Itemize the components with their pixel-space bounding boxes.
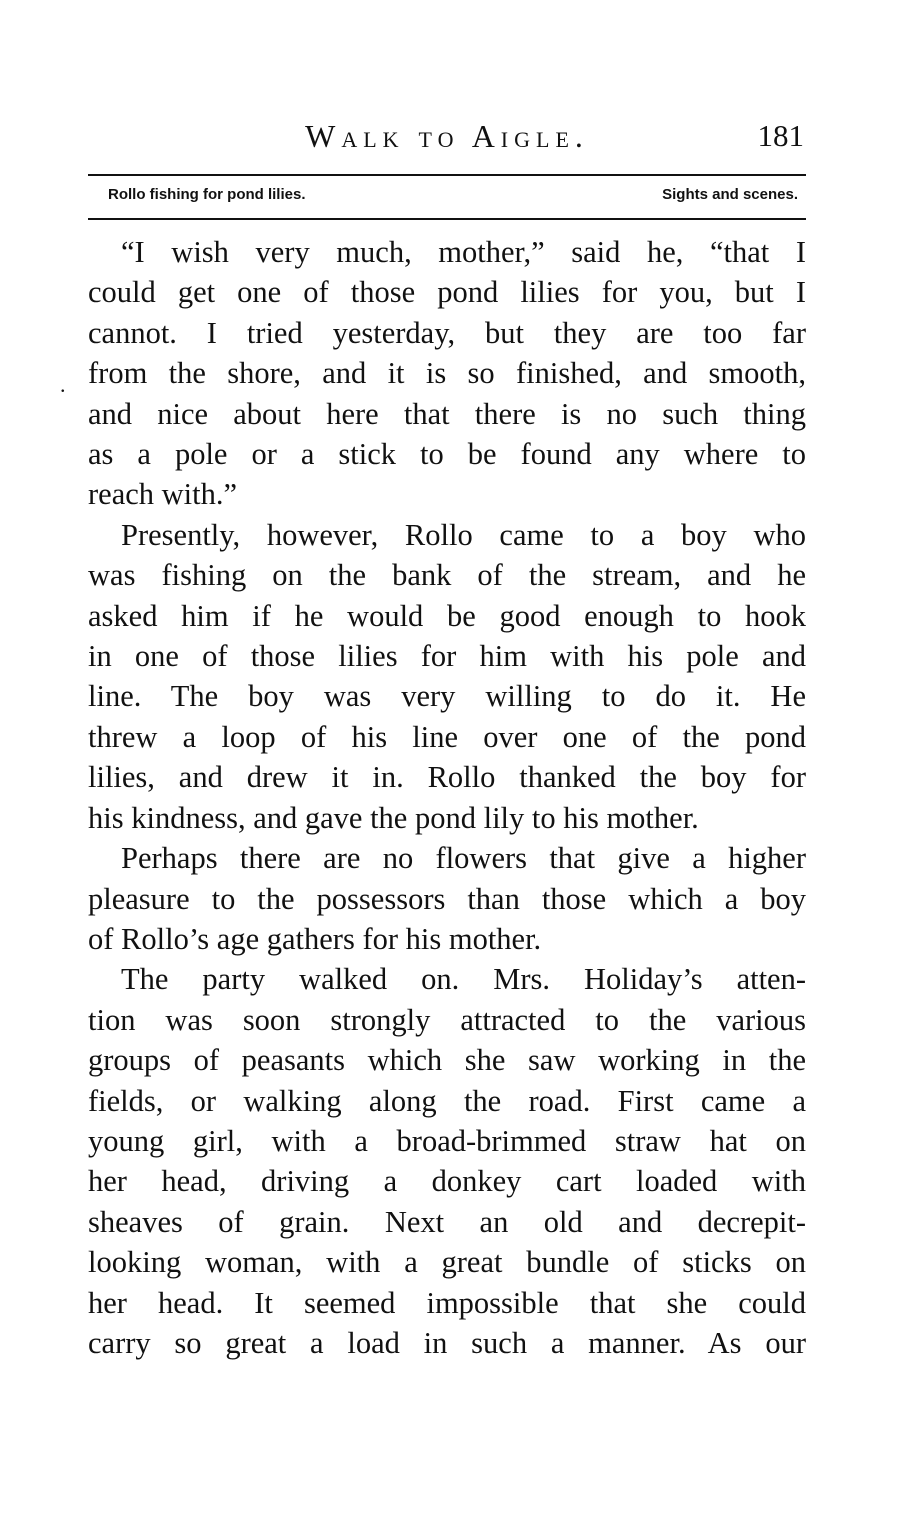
text-line: cannot. I tried yesterday, but they are too far <box>88 315 806 350</box>
text-line: could get one of those pond lilies for you, but I <box>88 275 806 310</box>
text-line: pleasure to the possessors than those which a boy <box>88 881 806 916</box>
text-line: her head. It seemed impossible that she could <box>88 1285 806 1320</box>
text-line: threw a loop of his line over one of the pond <box>88 719 806 754</box>
paragraph <box>88 838 806 959</box>
text-line: carry so great a load in such a manner. As our <box>88 1325 806 1360</box>
text-line: as a pole or a stick to be found any where to <box>88 437 806 472</box>
text-line: of Rollo’s age gathers for his mother. <box>88 921 542 956</box>
text-line: asked him if he would be good enough to hook <box>88 598 806 633</box>
text-line: young girl, with a broad-brimmed straw hat on <box>88 1123 806 1158</box>
text-line: The party walked on. Mrs. Holiday’s atten- <box>121 962 806 997</box>
text-line: looking woman, with a great bundle of sticks on <box>88 1245 806 1280</box>
chapter-subhead <box>108 186 806 210</box>
text-line: Presently, however, Rollo came to a boy who <box>121 517 806 552</box>
text-line: “I wish very much, mother,” said he, “that I <box>121 235 806 269</box>
subhead-left: Rollo fishing for pond lilies. <box>108 186 306 203</box>
text-line: and nice about here that there is no such thing <box>88 396 806 431</box>
header-rule-top <box>88 174 806 176</box>
text-line: line. The boy was very willing to do it. He <box>88 679 806 714</box>
paragraph <box>88 959 806 1363</box>
paragraph <box>88 232 806 515</box>
text-line: groups of peasants which she saw working in the <box>88 1043 806 1078</box>
text-line: sheaves of grain. Next an old and decrepit- <box>88 1204 806 1239</box>
text-line: was fishing on the bank of the stream, and he <box>88 558 806 593</box>
text-line: his kindness, and gave the pond lily to his mother. <box>88 800 699 835</box>
text-line: tion was soon strongly attracted to the various <box>88 1002 806 1037</box>
text-line: lilies, and drew it in. Rollo thanked the boy for <box>88 760 806 795</box>
text-line: her head, driving a donkey cart loaded with <box>88 1164 806 1199</box>
body-text <box>88 232 806 1363</box>
running-head <box>88 118 806 162</box>
text-line: from the shore, and it is so finished, and smooth, <box>88 356 806 391</box>
text-line: reach with.” <box>88 477 238 512</box>
paragraph <box>88 515 806 838</box>
text-line: fields, or walking along the road. First came a <box>88 1083 806 1118</box>
running-title: Walk to Aigle. <box>305 118 589 154</box>
text-line: Perhaps there are no flowers that give a higher <box>121 841 806 876</box>
header-rule-bottom <box>88 218 806 220</box>
text-line: in one of those lilies for him with his pole and <box>88 639 806 674</box>
margin-mark: . <box>60 372 66 397</box>
subhead-right: Sights and scenes. <box>662 186 798 203</box>
page-number: 181 <box>757 118 804 153</box>
